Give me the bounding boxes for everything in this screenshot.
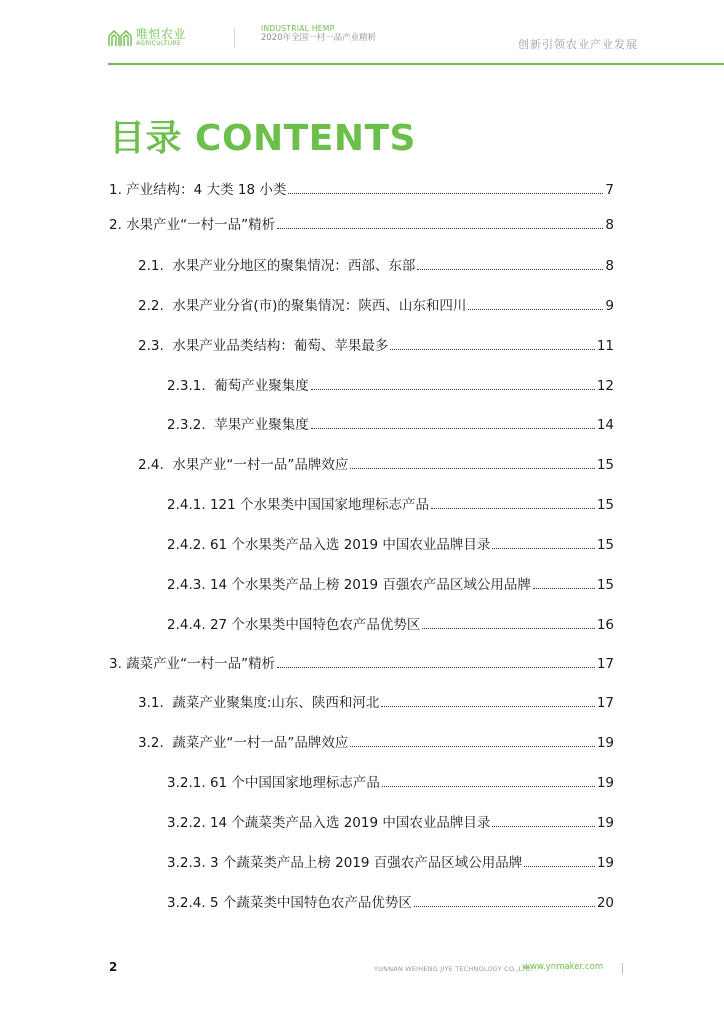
toc-entry-page: 7 [605,182,614,198]
toc-entry-text: 61 个中国国家地理标志产品 [209,775,380,791]
toc-leader-dots [492,548,594,549]
toc-leader-dots [311,389,595,390]
toc-entry-text: 5 个蔬菜类中国特色农产品优势区 [209,895,412,911]
toc-entry-page: 12 [596,378,614,394]
toc-leader-dots [492,826,594,827]
toc-entry-page: 17 [596,695,614,711]
toc-leader-dots [381,706,594,707]
toc-entry-text: 14 个蔬菜类产品入选 2019 中国农业品牌目录 [209,815,491,831]
company-logo [108,28,186,47]
toc-entry-text: 产业结构：4 大类 18 小类 [126,182,287,198]
toc-leader-dots [431,508,595,509]
toc-entry-number: 3.2. [138,735,164,751]
toc-entry-number: 3.2.2. [167,815,206,831]
toc-entry-text: 水果产业品类结构：葡萄、苹果最多 [172,338,389,354]
toc-entry-text: 蔬菜产业聚集度:山东、陕西和河北 [172,695,380,711]
header-slogan: 创新引领农业产业发展 [518,38,638,51]
toc-leader-dots [390,349,594,350]
toc-leader-dots [288,193,603,194]
toc-entry[interactable] [109,652,614,672]
toc-leader-dots [417,269,603,270]
toc-leader-dots [414,906,595,907]
toc-entry-number: 2.4. [138,457,164,473]
toc-entry-page: 16 [596,617,614,633]
toc-entry-number: 2.1. [138,258,164,274]
toc-entry-page: 17 [596,656,614,672]
toc-entry[interactable] [167,413,614,433]
toc-entry[interactable] [109,178,614,198]
toc-entry-page: 15 [596,497,614,513]
footer-website-link[interactable]: www.ynmaker.com [523,962,604,972]
toc-entry-text: 蔬菜产业“一村一品”品牌效应 [172,735,349,751]
toc-leader-dots [350,468,594,469]
toc-leader-dots [524,866,595,867]
header-subtitle-en: INDUSTRIAL HEMP [261,24,335,33]
toc-entry[interactable] [138,453,614,473]
page-title: 目录 CONTENTS [109,118,416,159]
toc-entry-number: 2.3.2. [167,417,206,433]
toc-entry[interactable] [167,771,614,791]
toc-leader-dots [422,628,594,629]
toc-entry[interactable] [109,213,614,233]
toc-leader-dots [311,428,595,429]
toc-entry-number: 2.4.3. [167,577,206,593]
toc-entry-number: 2.3. [138,338,164,354]
toc-entry-number: 2.4.1. [167,497,206,513]
toc-leader-dots [277,667,595,668]
toc-entry[interactable] [167,891,614,911]
toc-entry-text: 61 个水果类产品入选 2019 中国农业品牌目录 [209,537,491,553]
toc-entry-page: 15 [596,577,614,593]
toc-entry[interactable] [138,691,614,711]
toc-entry-text: 水果产业分省(市)的聚集情况：陕西、山东和四川 [172,298,467,314]
toc-entry-number: 3.2.4. [167,895,206,911]
toc-entry[interactable] [138,294,614,314]
toc-leader-dots [468,309,603,310]
toc-entry-number: 2.3.1. [167,378,206,394]
toc-entry[interactable] [167,811,614,831]
toc-entry-page: 8 [605,217,614,233]
toc-entry-number: 2.4.4. [167,617,206,633]
header-report-title [261,25,376,43]
header-divider [234,28,235,48]
toc-entry-number: 3.1. [138,695,164,711]
footer-company-name: YUNNAN WEIHENG JIYE TECHNOLOGY CO.,LTD. [374,965,534,973]
toc-entry[interactable] [167,573,614,593]
toc-entry-number: 3. [109,656,122,672]
toc-entry-text: 水果产业分地区的聚集情况：西部、东部 [172,258,416,274]
toc-entry-text: 蔬菜产业“一村一品”精析 [126,656,276,672]
toc-entry[interactable] [138,254,614,274]
footer-divider [622,963,623,974]
toc-entry-text: 3 个蔬菜类产品上榜 2019 百强农产品区域公用品牌 [209,855,523,871]
toc-entry-text: 水果产业“一村一品”品牌效应 [172,457,349,473]
toc-entry-number: 2. [109,217,122,233]
toc-entry-text: 苹果产业聚集度 [214,417,309,433]
toc-entry-number: 1. [109,182,122,198]
page-header [0,0,724,62]
toc-entry-text: 27 个水果类中国特色农产品优势区 [209,617,421,633]
toc-entry[interactable] [167,493,614,513]
logo-chinese-name: 唯恒农业 [136,27,187,41]
toc-entry-number: 3.2.1. [167,775,206,791]
toc-entry[interactable] [167,613,614,633]
page-number: 2 [109,960,118,974]
toc-entry-page: 11 [596,338,614,354]
toc-entry-page: 19 [596,815,614,831]
toc-entry-page: 15 [596,537,614,553]
toc-entry-page: 19 [596,735,614,751]
toc-entry[interactable] [167,851,614,871]
toc-entry-number: 3.2.3. [167,855,206,871]
house-stripes-logo-icon [108,29,132,47]
toc-leader-dots [277,228,603,229]
toc-entry-text: 14 个水果类产品上榜 2019 百强农产品区域公用品牌 [209,577,531,593]
toc-entry-page: 15 [596,457,614,473]
toc-entry-text: 水果产业“一村一品”精析 [126,217,276,233]
toc-entry-page: 19 [596,775,614,791]
toc-entry[interactable] [138,731,614,751]
toc-entry-text: 121 个水果类中国国家地理标志产品 [209,497,430,513]
toc-entry-number: 2.4.2. [167,537,206,553]
toc-entry[interactable] [167,533,614,553]
header-rule [108,63,724,65]
header-subtitle-cn: 2020年全国一村一品产业精析 [261,32,377,43]
toc-entry[interactable] [167,374,614,394]
toc-leader-dots [533,588,595,589]
toc-entry-page: 9 [605,298,614,314]
toc-entry-page: 14 [596,417,614,433]
toc-entry[interactable] [138,334,614,354]
toc-entry-number: 2.2. [138,298,164,314]
logo-english-name: AGRICULTURE [136,40,182,47]
toc-entry-page: 19 [596,855,614,871]
toc-entry-page: 8 [605,258,614,274]
toc-leader-dots [382,786,595,787]
toc-leader-dots [350,746,594,747]
toc-entry-page: 20 [596,895,614,911]
toc-entry-text: 葡萄产业聚集度 [214,378,309,394]
